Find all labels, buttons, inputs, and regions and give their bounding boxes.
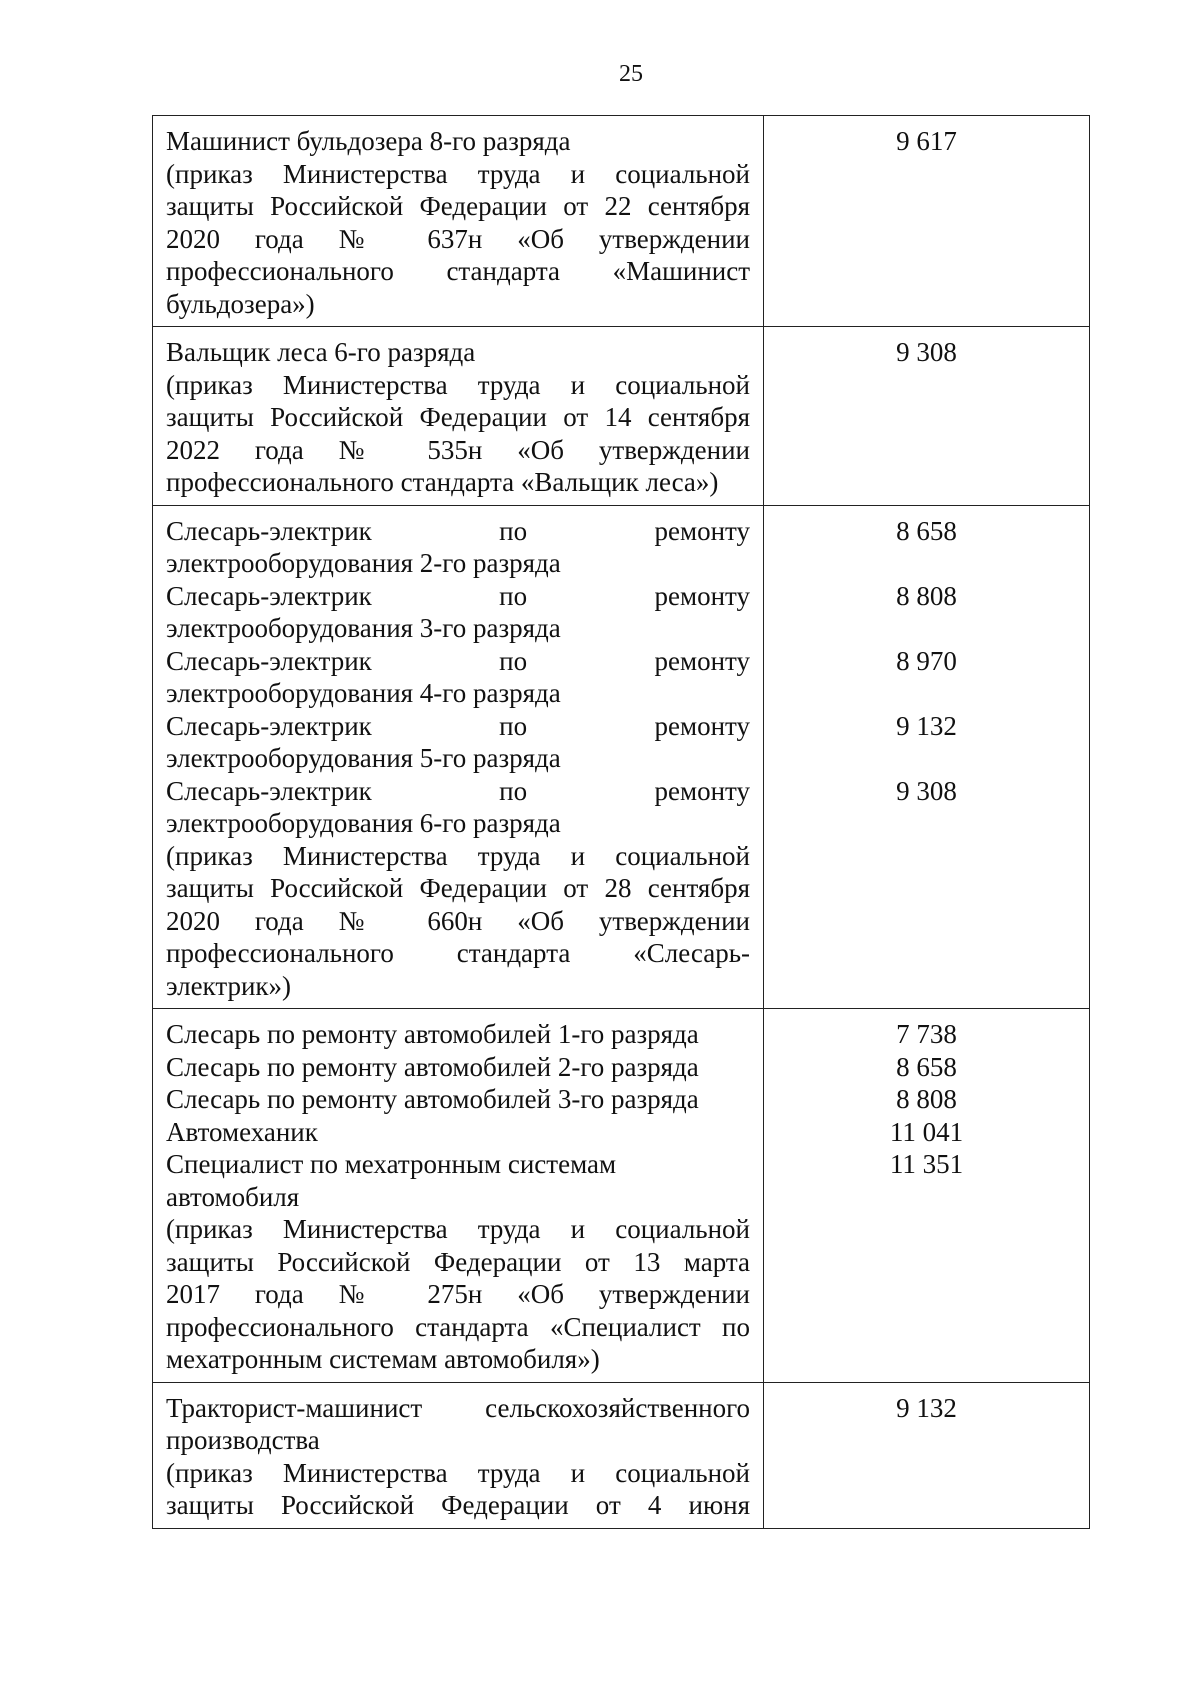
order-text: электрик») [166, 970, 292, 1001]
salary-value: 8 970 [896, 645, 957, 676]
salary-cell [764, 116, 1090, 327]
position-text: автомобиля [166, 1181, 300, 1212]
salary-value: 8 808 [896, 580, 957, 611]
spacer [764, 677, 1089, 710]
position-text: Тракторист-машинист сельскохозяйственного [166, 1392, 750, 1423]
order-text: защиты Российской Федерации от 4 июня [166, 1490, 750, 1520]
salary-value: 9 132 [896, 710, 957, 741]
order-text: профессионального стандарта «Слесарь- [166, 938, 750, 968]
position-text: Специалист по мехатронным системам [166, 1149, 617, 1179]
position-text: Слесарь по ремонту автомобилей 1-го разряда [166, 1019, 699, 1049]
order-text: бульдозера») [166, 288, 315, 319]
position-text: электрооборудования 5-го разряда [166, 743, 561, 773]
salary-value: 9 132 [896, 1392, 957, 1423]
salary-cell [764, 327, 1090, 506]
order-text: профессионального стандарта «Машинист [166, 256, 750, 286]
salary-value: 9 308 [896, 775, 957, 806]
position-text: Автомеханик [166, 1116, 318, 1147]
order-text: мехатронным системам автомобиля») [166, 1344, 600, 1374]
table-row [153, 116, 1090, 327]
position-cell [153, 505, 764, 1009]
position-text: Слесарь-электрик по ремонту [166, 515, 750, 546]
salary-cell [764, 505, 1090, 1009]
table-row [153, 1382, 1090, 1528]
order-text: (приказ Министерства труда и социальной [166, 1457, 750, 1488]
position-text: электрооборудования 6-го разряда [166, 808, 561, 838]
position-text: Машинист бульдозера 8-го разряда [166, 126, 571, 156]
table-row [153, 327, 1090, 506]
order-text: (приказ Министерства труда и социальной [166, 840, 750, 871]
salary-value: 8 808 [896, 1084, 957, 1114]
order-text: (приказ Министерства труда и социальной [166, 1214, 750, 1244]
table-row [153, 505, 1090, 1009]
position-text: Слесарь-электрик по ремонту [166, 710, 750, 741]
order-text: 2017 года № 275н «Об утверждении [166, 1279, 750, 1309]
salary-value: 9 617 [896, 126, 957, 156]
order-text: 2022 года № 535н «Об утверждении [166, 434, 750, 465]
salary-value: 11 351 [889, 1149, 964, 1179]
salary-cell [764, 1382, 1090, 1528]
position-text: Вальщик леса 6-го разряда [166, 337, 476, 367]
position-text: Слесарь-электрик по ремонту [166, 580, 750, 611]
position-cell [153, 327, 764, 506]
position-cell [153, 1382, 764, 1528]
position-text: электрооборудования 2-го разряда [166, 548, 561, 578]
salary-value: 11 041 [889, 1116, 964, 1147]
position-text: Слесарь по ремонту автомобилей 3-го разряда [166, 1084, 699, 1114]
salary-cell [764, 1009, 1090, 1383]
salary-value: 7 738 [896, 1019, 957, 1049]
position-text: Слесарь по ремонту автомобилей 2-го разряда [166, 1051, 699, 1082]
order-text: защиты Российской Федерации от 14 сентября [166, 402, 750, 432]
order-text: 2020 года № 660н «Об утверждении [166, 905, 750, 936]
position-text: производства [166, 1425, 320, 1455]
table-row [153, 1009, 1090, 1383]
spacer [764, 547, 1089, 580]
order-text: 2020 года № 637н «Об утверждении [166, 223, 750, 254]
salary-value: 8 658 [896, 515, 957, 546]
order-text: профессионального стандарта «Вальщик леса») [166, 467, 719, 497]
order-text: профессионального стандарта «Специалист по [166, 1311, 750, 1342]
position-cell [153, 116, 764, 327]
position-text: электрооборудования 3-го разряда [166, 613, 561, 643]
salary-value: 9 308 [896, 337, 957, 367]
spacer [764, 742, 1089, 775]
order-text: защиты Российской Федерации от 13 марта [166, 1246, 750, 1277]
page-number: 25 [619, 61, 643, 87]
salary-value: 8 658 [896, 1051, 957, 1082]
position-text: электрооборудования 4-го разряда [166, 678, 561, 708]
spacer [764, 612, 1089, 645]
order-text: (приказ Министерства труда и социальной [166, 158, 750, 189]
position-text: Слесарь-электрик по ремонту [166, 645, 750, 676]
position-text: Слесарь-электрик по ремонту [166, 775, 750, 806]
position-cell [153, 1009, 764, 1383]
order-text: защиты Российской Федерации от 28 сентября [166, 873, 750, 903]
order-text: защиты Российской Федерации от 22 сентября [166, 191, 750, 221]
order-text: (приказ Министерства труда и социальной [166, 369, 750, 400]
wage-table [152, 115, 1090, 1529]
